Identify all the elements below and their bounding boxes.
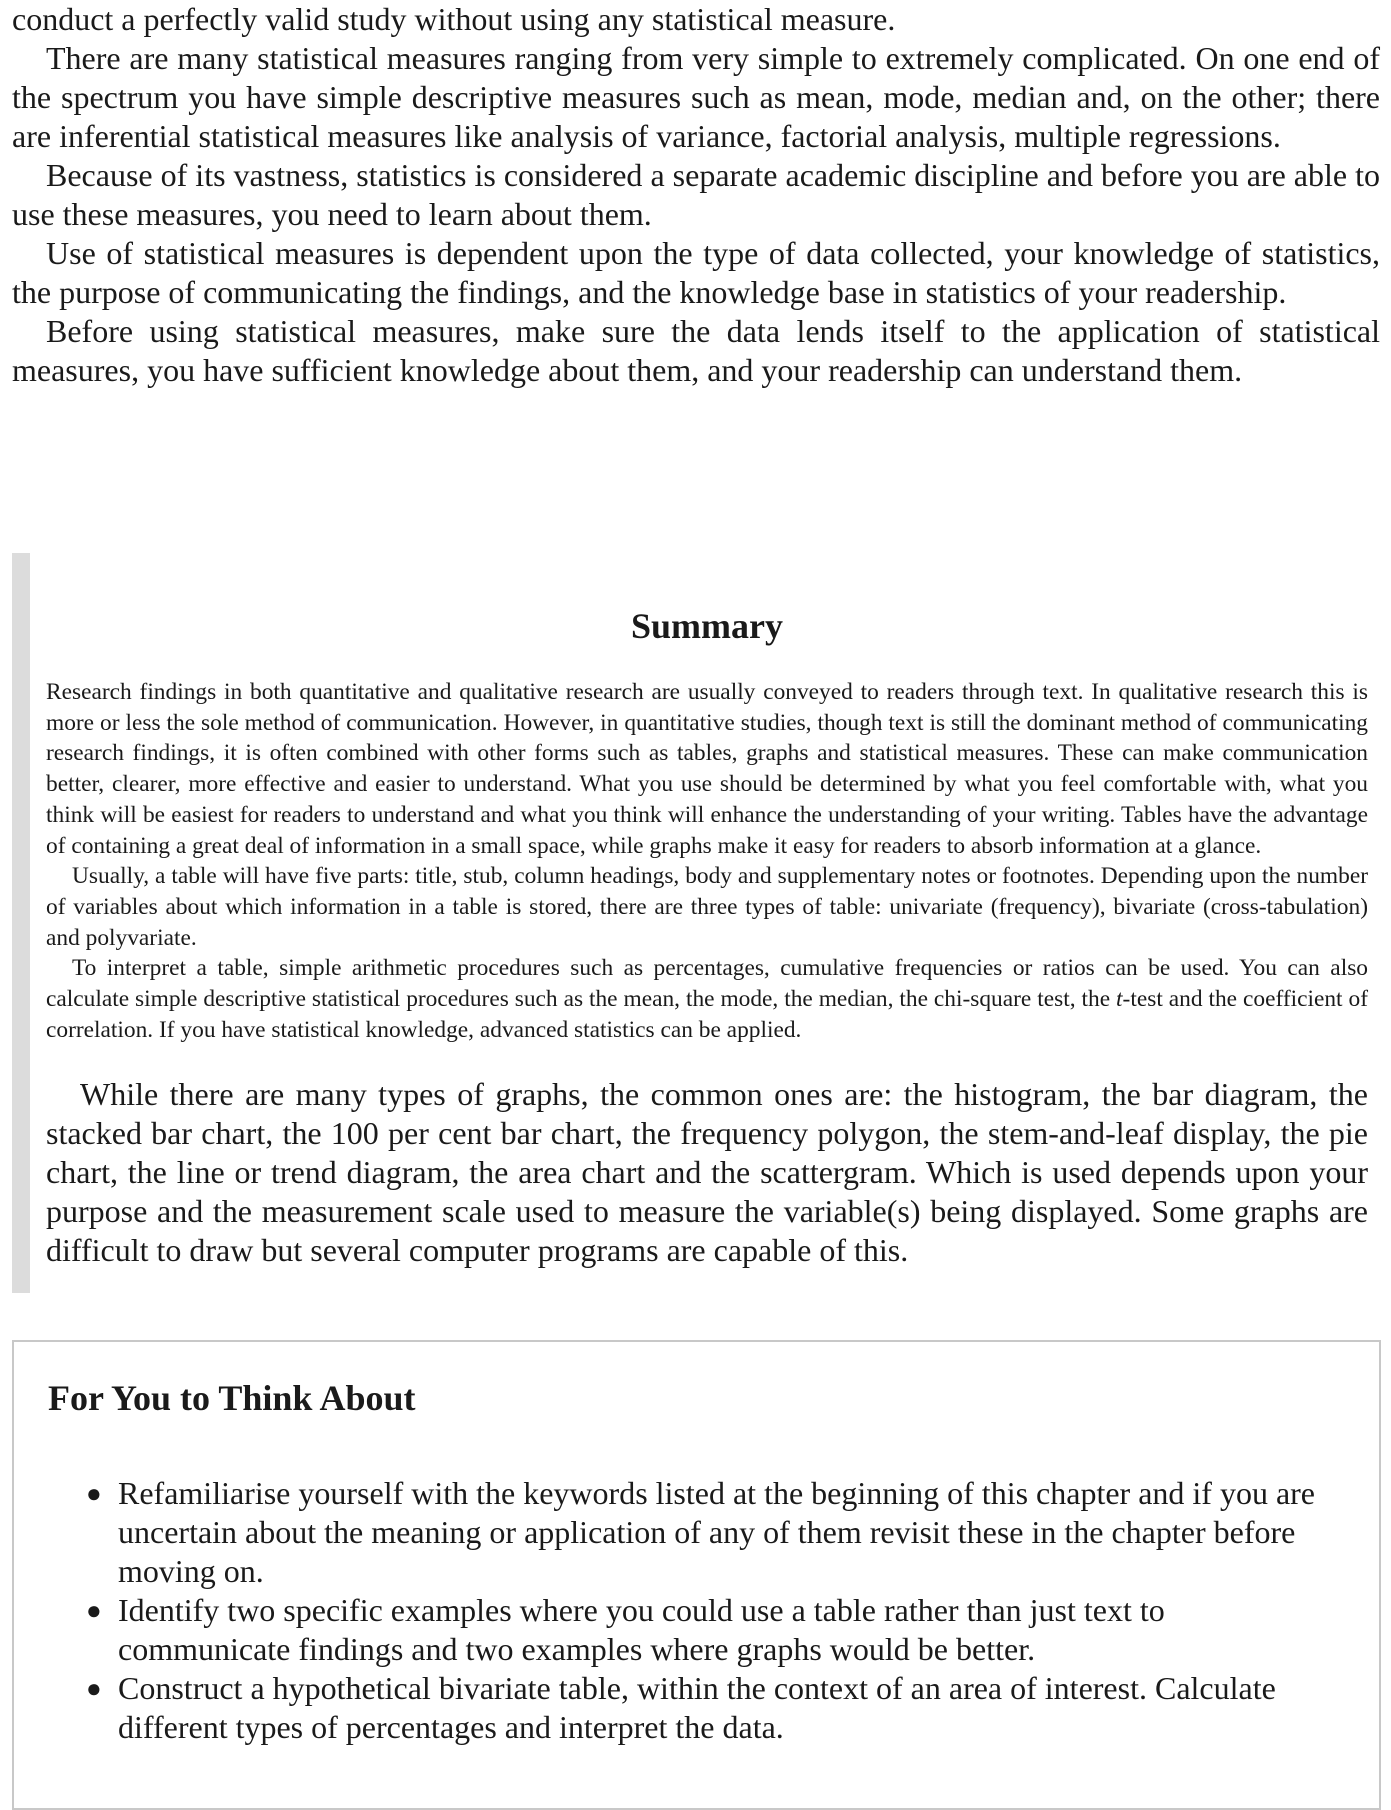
think-about-list bbox=[14, 1474, 1344, 1747]
page bbox=[12, 0, 1380, 1745]
summary-paragraph: Usually, a table will have five parts: title, stub, column headings, body and supplementary notes or footnotes. Depending upon the number of variables about which information in a table is stored, there are three types of table: univariate (frequency), bivariate (cross-tabulation) and polyvariate. bbox=[46, 863, 1368, 951]
summary-graphs-paragraph: While there are many types of graphs, the common ones are: the histogram, the bar diagram, the stacked bar chart, the 100 per cent bar chart, the frequency polygon, the stem-and-leaf display, the pie chart, the line or trend diagram, the area chart and the scattergram. Which is used depends upon your purpose and the measurement scale used to measure the variable(s) being displayed. Some graphs are difficult to draw but several computer programs are capable of this. bbox=[46, 1076, 1368, 1268]
summary-title: Summary bbox=[631, 606, 783, 646]
intro-paragraph: Before using statistical measures, make sure the data lends itself to the application of statistical measures, you have sufficient knowledge about them, and your readership can understand them. bbox=[12, 313, 1380, 388]
intro-section bbox=[12, 0, 1380, 390]
list-item bbox=[86, 1474, 1344, 1591]
bullet-icon: ● bbox=[86, 1674, 102, 1703]
summary-paragraph: Research findings in both quantitative and qualitative research are usually conveyed to readers through text. In qualitative research this is more or less the sole method of communication. However, in quantitative studies, though text is still the dominant method of communicating research findings, it is often combined with other forms such as tables, graphs and statistical measures. These can make communication better, clearer, more effective and easier to understand. What you use should be determined by what you feel comfortable with, what you think will be easiest for readers to understand and what you think will enhance the understanding of your writing. Tables have the advantage of containing a great deal of information in a small space, while graphs make it easy for readers to absorb information at a glance. bbox=[46, 679, 1368, 859]
list-item-text: Construct a hypothetical bivariate table, within the context of an area of interest. Calculate different types of percentages and interpret the data. bbox=[118, 1670, 1276, 1745]
intro-paragraph: Use of statistical measures is dependent upon the type of data collected, your knowledge of statistics, the purpose of communicating the findings, and the knowledge base in statistics of your readership. bbox=[12, 235, 1380, 310]
list-item bbox=[86, 1591, 1344, 1669]
list-item bbox=[86, 1669, 1344, 1747]
think-about-title: For You to Think About bbox=[48, 1378, 416, 1418]
list-item-text: Identify two specific examples where you could use a table rather than just text to communicate findings and two examples where graphs would be better. bbox=[118, 1592, 1165, 1667]
intro-paragraph: Because of its vastness, statistics is considered a separate academic discipline and before you are able to use these measures, you need to learn about them. bbox=[12, 157, 1380, 232]
list-item-text: Refamiliarise yourself with the keywords listed at the beginning of this chapter and if you are uncertain about the meaning or application of any of them revisit these in the chapter before moving on. bbox=[118, 1475, 1315, 1589]
bullet-icon: ● bbox=[86, 1479, 102, 1508]
summary-body bbox=[46, 677, 1368, 1045]
summary-box bbox=[12, 553, 1368, 1293]
summary-paragraph-text: To interpret a table, simple arithmetic procedures such as percentages, cumulative frequencies or ratios can be used. You can also calculate simple descriptive statistical procedures such as the mean, the mode, the median, the chi-square test, the bbox=[46, 955, 1368, 1013]
summary-paragraph bbox=[46, 953, 1368, 1045]
intro-continuation: conduct a perfectly valid study without using any statistical measure. bbox=[12, 1, 896, 37]
t-test-symbol: t bbox=[1116, 986, 1123, 1013]
intro-paragraph: There are many statistical measures ranging from very simple to extremely complicated. On one end of the spectrum you have simple descriptive measures such as mean, mode, median and, on the other; there are inferential statistical measures like analysis of variance, factorial analysis, multiple regressions. bbox=[12, 40, 1380, 154]
think-about-box bbox=[12, 1340, 1381, 1810]
summary-paragraph-text: -test and the coefficient of correlation. If you have statistical knowledge, advanced statistics can be applied. bbox=[46, 986, 1368, 1043]
bullet-icon: ● bbox=[86, 1596, 102, 1625]
